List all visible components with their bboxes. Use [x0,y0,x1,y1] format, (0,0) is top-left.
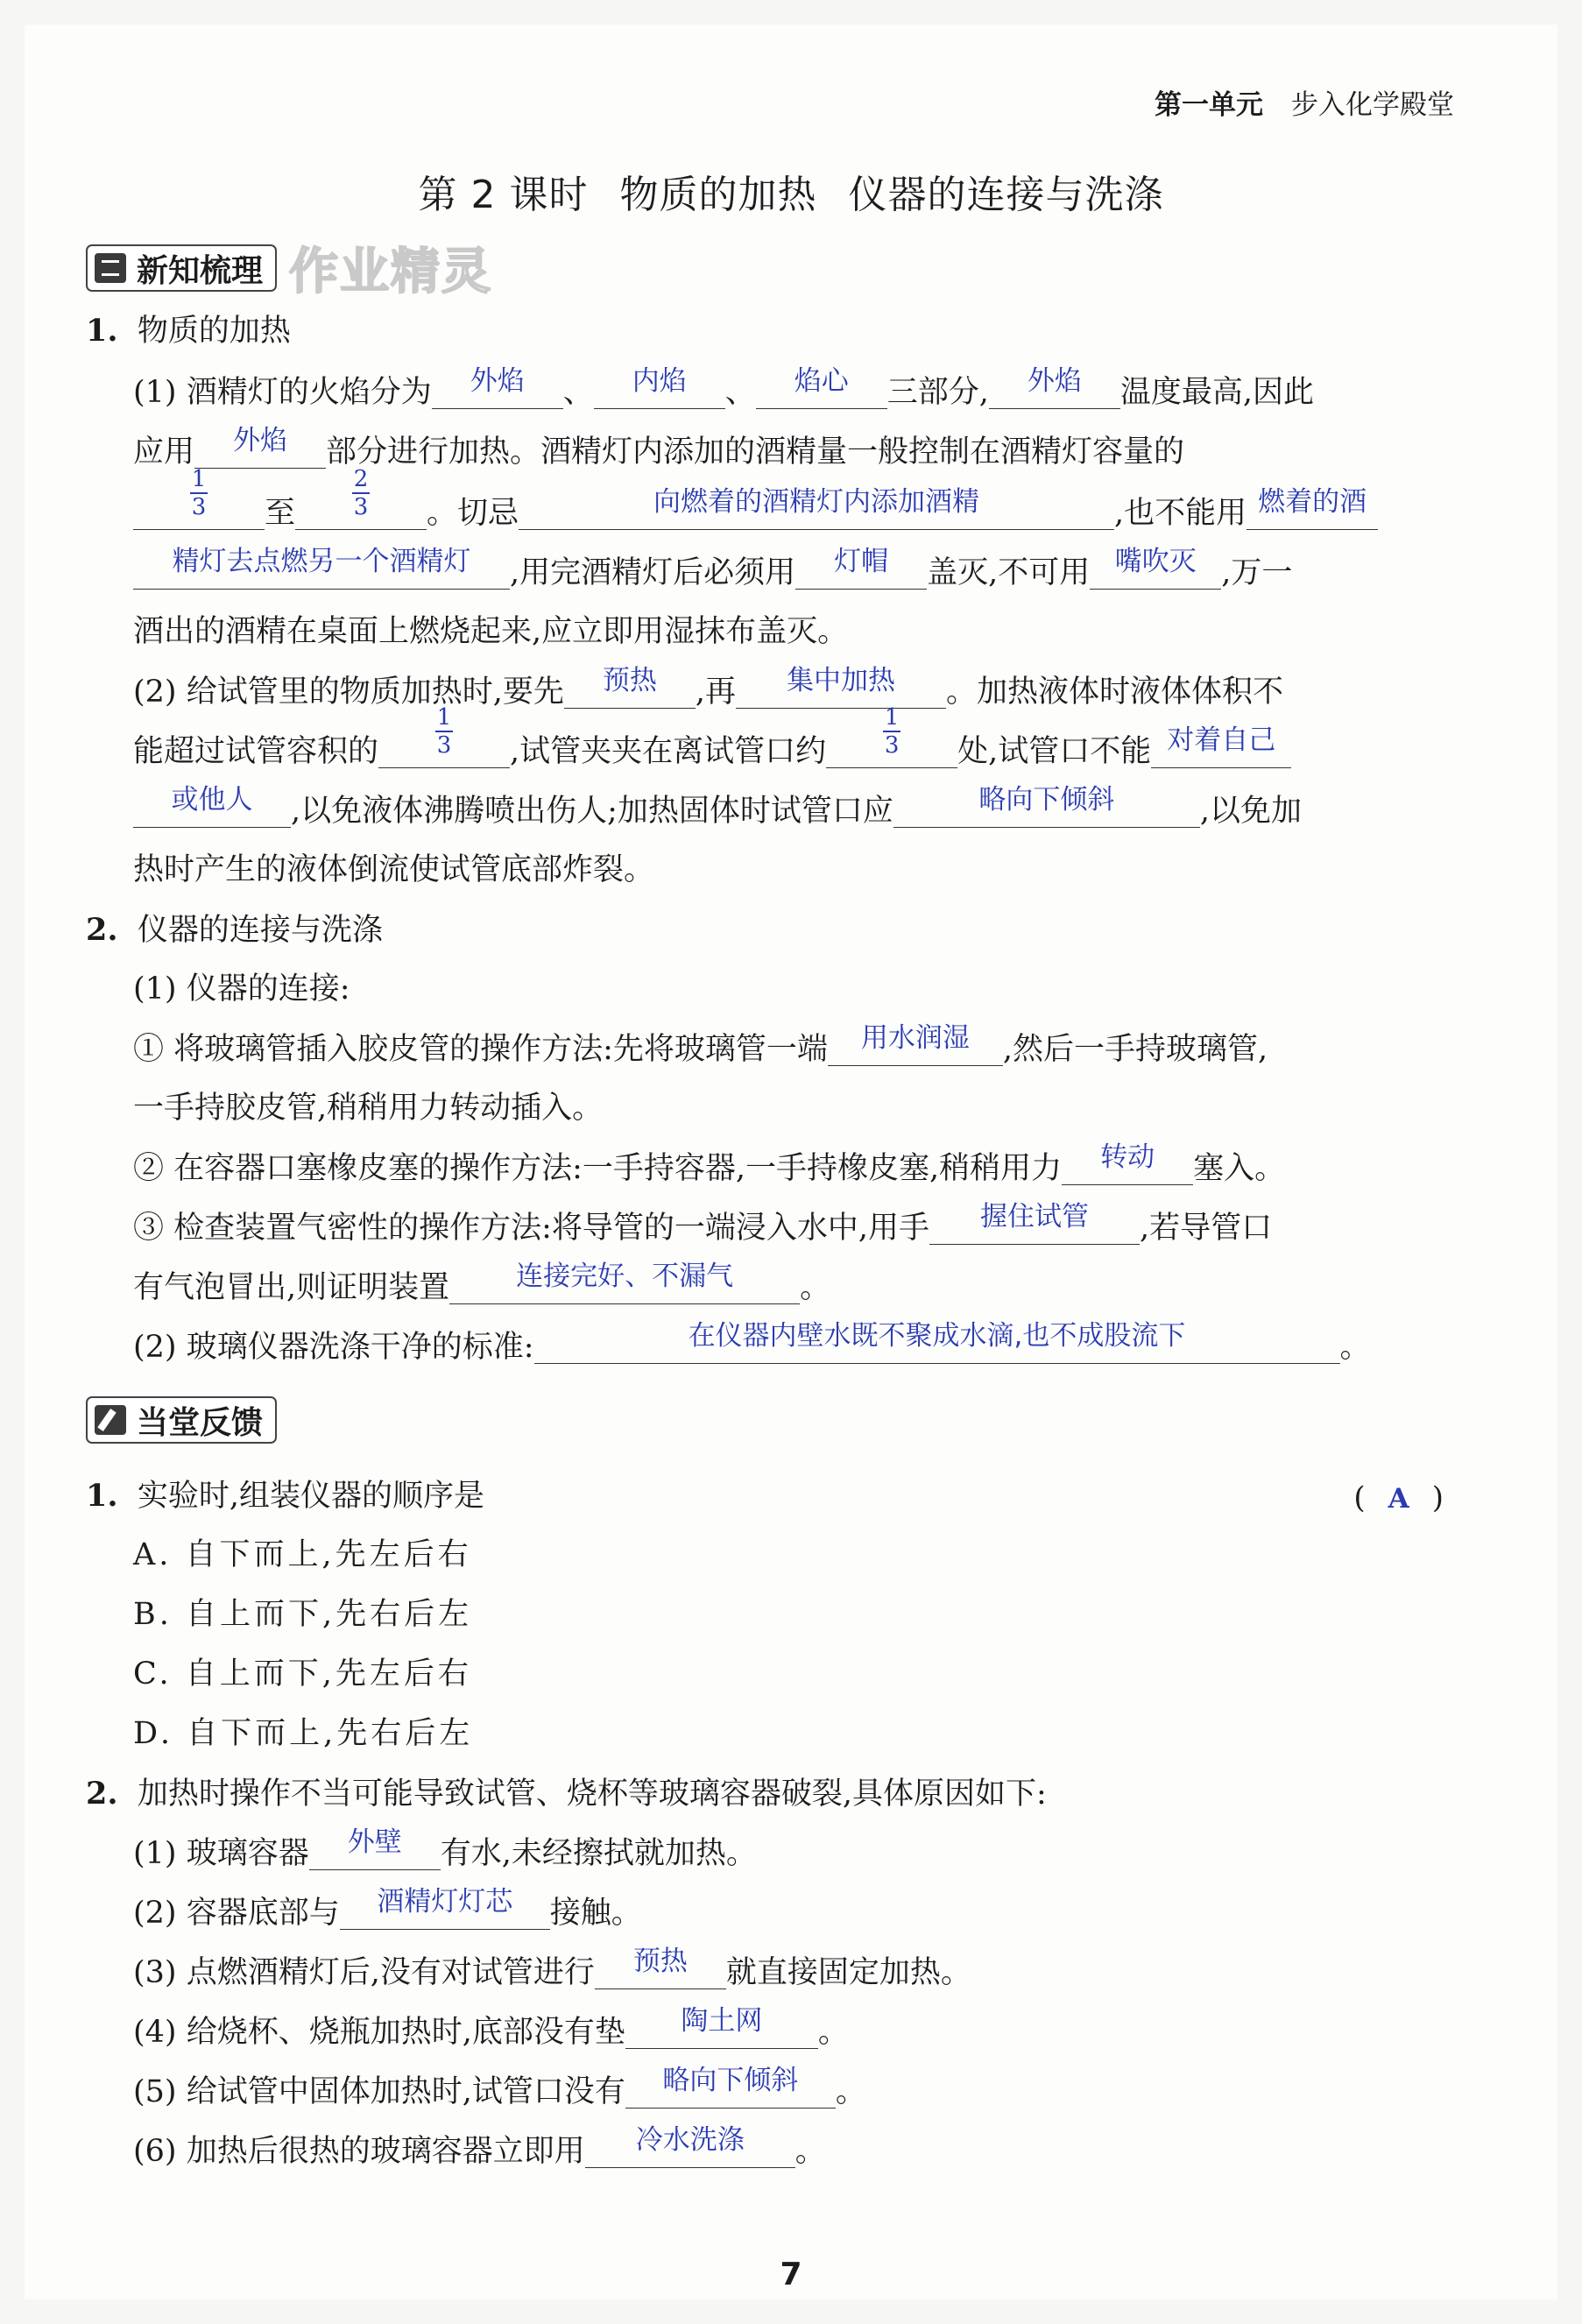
section-new-knowledge [86,233,492,303]
option-d: D. 自下而上,先右后左 [133,1716,474,1751]
section-feedback [86,1396,277,1444]
page-number: 7 [780,2257,802,2292]
q2-line-3: 一手持胶皮管,稍稍用力转动插入。 [133,1091,604,1126]
f2-item-2: (2) 容器底部与 酒精灯灯芯 接触。 [133,1886,642,1931]
q2-line-5: ③ 检查装置气密性的操作方法:将导管的一端浸入水中,用手 握住试管 ,若导管口 [133,1201,1273,1246]
f2-item-5: (5) 给试管中固体加热时,试管口没有 略向下倾斜 。 [133,2065,866,2109]
f2-item-4: (4) 给烧杯、烧瓶加热时,底部没有垫 陶土网 。 [133,2005,849,2050]
q1-line-3: 1 3 至 2 3 。切忌 向燃着的酒精灯内添加酒精 ,也不能用 燃着的酒 [133,498,1378,530]
q2-line-7: (2) 玻璃仪器洗涤干净的标准: 在仪器内壁水既不聚成水滴,也不成股流下 。 [133,1320,1371,1365]
answer-blank: 外壁 [309,1838,441,1870]
q1-line-7: 能超过试管容积的 1 3 ,试管夹夹在离试管口约 1 3 处,试管口不能 对着自己 [133,736,1291,768]
q1-heading: 1. 物质的加热 [86,313,291,349]
q2-line-1: (1) 仪器的连接: [133,971,350,1007]
unit-label: 第一单元 [1155,89,1263,121]
answer-blank: 预热 [595,1957,726,1989]
q1-line-9: 热时产生的液体倒流使试管底部炸裂。 [133,852,655,887]
lesson-topic-2: 仪器的连接与洗涤 [848,173,1164,217]
q1-line-6: (2) 给试管里的物质加热时,要先 预热 ,再 集中加热 。加热液体时液体体积不 [133,665,1283,710]
section-title: 当堂反馈 [137,1404,264,1441]
f1-answer: A [1388,1483,1409,1515]
f2-item-3: (3) 点燃酒精灯后,没有对试管进行 预热 就直接固定加热。 [133,1946,971,1990]
q2-line-2: ① 将玻璃管插入胶皮管的操作方法:先将玻璃管一端 用水润湿 ,然后一手持玻璃管, [133,1022,1268,1067]
section-badge [86,244,277,292]
answer-blank: 内焰 [594,377,725,409]
answer-blank: 酒精灯灯芯 [340,1897,550,1930]
answer-blank: 灯帽 [795,557,927,590]
fraction-blank: 1 3 [826,736,957,768]
answer-blank: 燃着的酒 [1247,498,1378,530]
answer-blank: 外焰 [989,377,1120,409]
answer-blank: 连接完好、不漏气 [449,1272,800,1304]
answer-blank: 外焰 [432,377,563,409]
answer-blank: 对着自己 [1151,736,1291,768]
answer-blank: 略向下倾斜 [625,2076,836,2109]
answer-blank: 外焰 [194,436,326,469]
f1-answer-paren: ( A ) [1353,1480,1444,1515]
unit-title: 步入化学殿堂 [1291,89,1454,121]
fraction-blank: 1 3 [378,736,510,768]
answer-blank: 握住试管 [929,1212,1140,1245]
answer-blank: 集中加热 [736,676,946,709]
q2-line-6: 有气泡冒出,则证明装置 连接完好、不漏气 。 [133,1261,831,1305]
answer-blank: 预热 [564,676,696,709]
lesson-topic-1: 物质的加热 [619,173,817,217]
fraction-blank: 1 3 [133,498,265,530]
lesson-title [25,163,1557,219]
q1-line-5: 酒出的酒精在桌面上燃烧起来,应立即用湿抹布盖灭。 [133,614,849,649]
answer-blank: 精灯去点燃另一个酒精灯 [133,557,510,590]
option-a: A. 自下而上,先左后右 [133,1537,472,1572]
worksheet-page [25,25,1557,2299]
answer-blank: 陶土网 [625,2017,818,2049]
answer-blank: 转动 [1062,1153,1193,1185]
q1-line-8: 或他人 ,以免液体沸腾喷出伤人;加热固体时试管口应 略向下倾斜 ,以免加 [133,795,1302,828]
answer-blank: 冷水洗涤 [585,2136,795,2168]
q1-line-1: (1) 酒精灯的火焰分为 外焰 、 内焰 、 焰心 三部分, 外焰 温度最高,因此 [133,365,1315,410]
fraction-blank: 2 3 [295,498,427,530]
answer-blank: 向燃着的酒精灯内添加酒精 [519,498,1114,530]
answer-blank: 在仪器内壁水既不聚成水滴,也不成股流下 [534,1332,1340,1364]
q2-heading: 2. 仪器的连接与洗涤 [86,912,383,948]
f2-question: 2. 加热时操作不当可能导致试管、烧杯等玻璃容器破裂,具体原因如下: [86,1776,1047,1812]
q1-line-4: 精灯去点燃另一个酒精灯 ,用完酒精灯后必须用 灯帽 盖灭,不可用 嘴吹灭 ,万一 [133,557,1292,590]
answer-blank: 嘴吹灭 [1090,557,1221,590]
answer-blank: 或他人 [133,795,291,828]
option-c: C. 自上而下,先左后右 [133,1656,472,1692]
answer-blank: 用水润湿 [828,1034,1003,1066]
book-icon [95,253,126,283]
answer-blank: 焰心 [756,377,887,409]
section-badge [86,1396,277,1444]
option-b: B. 自上而下,先右后左 [133,1597,473,1632]
q2-line-4: ② 在容器口塞橡皮塞的操作方法:一手持容器,一手持橡皮塞,稍稍用力 转动 塞入。 [133,1141,1286,1186]
pen-icon [95,1405,126,1435]
f1-question: 1. 实验时,组装仪器的顺序是 [86,1478,484,1514]
q1-line-2: 应用 外焰 部分进行加热。酒精灯内添加的酒精量一般控制在酒精灯容量的 [133,425,1185,470]
section-title: 新知梳理 [137,252,264,289]
f2-item-6: (6) 加热后很热的玻璃容器立即用 冷水洗涤 。 [133,2124,826,2169]
f2-item-1: (1) 玻璃容器 外壁 有水,未经擦拭就加热。 [133,1826,757,1871]
answer-blank: 略向下倾斜 [893,795,1200,828]
running-header [1155,82,1454,122]
lesson-number: 第 2 课时 [418,173,589,217]
watermark: 作业精灵 [289,244,493,300]
